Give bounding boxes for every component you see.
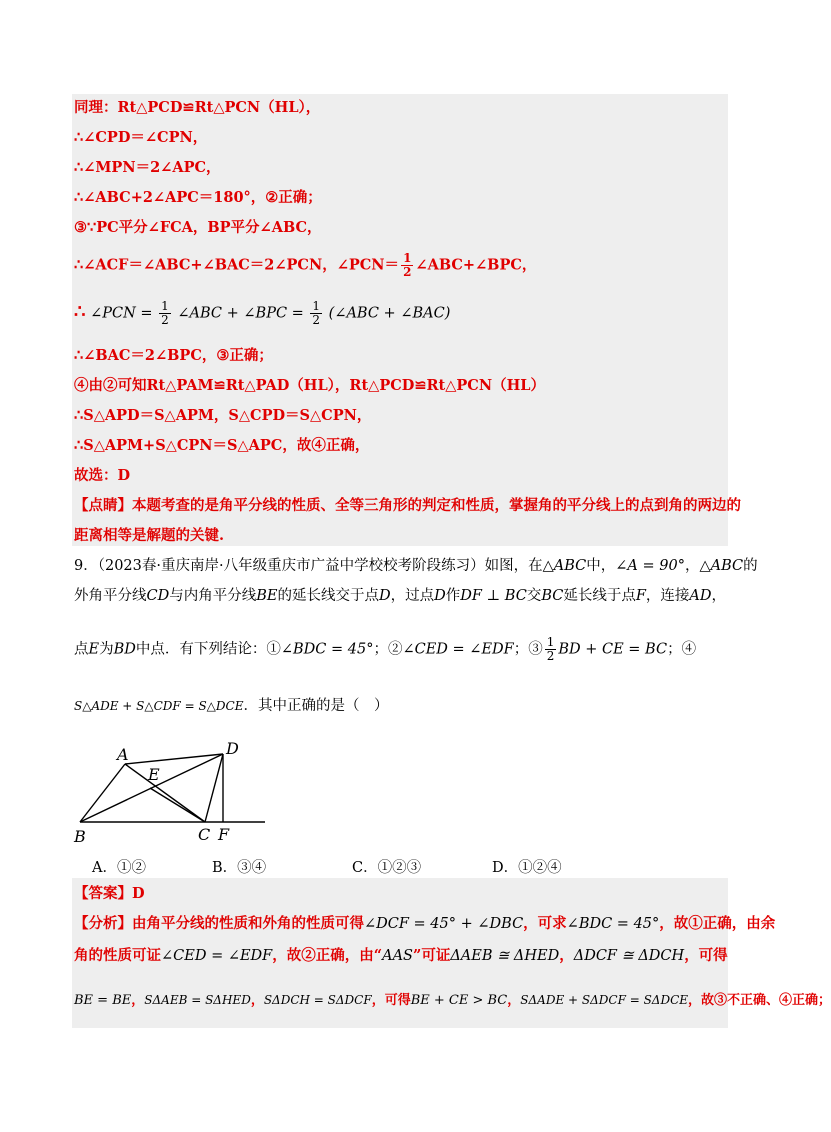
- question-text: 与内角平分线: [169, 588, 257, 604]
- fraction-half-1: $\frac{1}{2}$: [161, 299, 169, 327]
- question-text: 9．（2023春·重庆南岸·八年级重庆市广益中学校校考阶段练习）如图，在: [74, 558, 543, 574]
- label-c: C: [198, 825, 211, 844]
- label-b: B: [74, 827, 86, 846]
- math-triangle: △ABC: [542, 558, 587, 574]
- label-a: A: [117, 745, 129, 764]
- question-line-4: [74, 696, 388, 716]
- analysis-line-1: 【分析】由角平分线的性质和外角的性质可得∠DCF = 45° + ∠DBC，可求∠BDC = 45°，故①正确，由余: [74, 915, 776, 932]
- question-text: ；②: [373, 641, 403, 658]
- answer-label: 【答案】D: [74, 885, 145, 902]
- option-d[interactable]: D．①②④: [492, 860, 562, 876]
- solution-line-12: 故选：D: [74, 467, 131, 484]
- solution-line-11: ∴S△APM+S△CPN＝S△APC，故④正确，: [74, 437, 370, 454]
- geometry-figure: [70, 736, 280, 846]
- segment-ad: [125, 754, 223, 764]
- question-line-1: [74, 556, 758, 576]
- math-segment: BD: [113, 641, 136, 658]
- solution-line-1: 同理：Rt△PCD≌Rt△PCN（HL），: [74, 99, 321, 116]
- therefore-symbol: ∴: [74, 301, 86, 323]
- question-text: 为: [99, 641, 114, 658]
- math-conclusion-3: BD + CE = BC: [558, 641, 668, 658]
- solution-line-10: ∴S△APD＝S△APM，S△CPD＝S△CPN，: [74, 407, 372, 424]
- option-a[interactable]: A．①②: [92, 860, 146, 876]
- question-text: 交: [526, 588, 542, 604]
- math-segment: AD: [689, 588, 712, 604]
- math-conclusion-1: ∠BDC = 45°: [280, 641, 374, 658]
- question-text: ，连接: [645, 588, 690, 604]
- solution-line-13: 【点睛】本题考查的是角平分线的性质、全等三角形的判定和性质，掌握角的平分线上的点到角的两边的: [74, 497, 741, 514]
- solution-line-3: ∴∠MPN＝2∠APC，: [74, 159, 221, 176]
- question-text: ；③: [513, 641, 543, 658]
- question-text: 外角平分线: [74, 588, 147, 604]
- question-line-2: [74, 586, 726, 606]
- question-text: 点: [74, 641, 89, 658]
- question-text: ，过点: [390, 588, 435, 604]
- segment-ac: [125, 764, 205, 822]
- fraction-half: $\frac{1}{2}$: [403, 251, 412, 279]
- label-e: E: [148, 765, 160, 784]
- option-b[interactable]: B．③④: [212, 860, 267, 876]
- solution-line-5: ③∵PC平分∠FCA，BP平分∠ABC，: [74, 219, 322, 236]
- option-c[interactable]: C．①②③: [352, 860, 422, 876]
- question-text: 的: [743, 558, 758, 574]
- formula-part-c: (∠ABC + ∠BAC): [328, 305, 451, 322]
- question-text: ，: [684, 558, 700, 574]
- math-conclusion-4: S△ADE + S△CDF = S△DCE: [74, 699, 244, 713]
- math-segment: BE: [256, 588, 278, 604]
- solution-line-8: ∴∠BAC＝2∠BPC，③正确；: [74, 347, 273, 364]
- math-point: D: [378, 588, 391, 604]
- solution-line-7: [74, 300, 450, 327]
- question-text: 中点．有下列结论：①: [135, 641, 281, 658]
- fraction-half-2: $\frac{1}{2}$: [312, 299, 321, 327]
- label-f: F: [218, 825, 230, 844]
- math-point: D: [434, 588, 446, 604]
- formula-part-b: ∠ABC + ∠BPC =: [177, 305, 304, 322]
- segment-cd: [205, 754, 223, 822]
- solution-line-6-text-a: ∴∠ACF＝∠ABC+∠BAC＝2∠PCN，∠PCN＝: [74, 256, 400, 274]
- question-text: ，: [711, 588, 727, 604]
- label-d: D: [226, 739, 239, 758]
- math-perp: DF ⊥ BC: [460, 588, 527, 604]
- question-text: 中，: [586, 558, 616, 574]
- question-text: 延长线于点: [563, 588, 636, 604]
- solution-line-9: ④由②可知Rt△PAM≌Rt△PAD（HL），Rt△PCD≌Rt△PCN（HL）: [74, 377, 545, 394]
- math-triangle: △ABC: [699, 558, 744, 574]
- segment-ba: [80, 764, 125, 822]
- fraction-half-q: $\frac{1}{2}$: [546, 635, 555, 663]
- math-point: E: [88, 641, 100, 658]
- analysis-line-3: BE = BE，SΔAEB = SΔHED，SΔDCH = SΔDCF，可得BE + CE > BC，SΔADE + SΔDCF = SΔDCE，故③不正确、④正确；: [74, 993, 831, 1008]
- solution-line-2: ∴∠CPD＝∠CPN，: [74, 129, 208, 146]
- solution-line-6: [74, 252, 536, 279]
- math-conclusion-2: ∠CED = ∠EDF: [402, 641, 514, 658]
- solution-line-14: 距离相等是解题的关键.: [74, 527, 225, 544]
- question-text: 的延长线交于点: [277, 588, 379, 604]
- segment-ce: [150, 788, 205, 822]
- question-text: 作: [445, 588, 461, 604]
- math-point: F: [635, 588, 646, 604]
- formula-part-a: ∠PCN =: [90, 305, 153, 322]
- math-segment: CD: [146, 588, 170, 604]
- solution-line-4: ∴∠ABC+2∠APC＝180°，②正确；: [74, 189, 322, 206]
- math-angle: ∠A = 90°: [615, 558, 685, 574]
- analysis-line-2: 角的性质可证∠CED = ∠EDF，故②正确，由“AAS”可证ΔAEB ≅ ΔHED，ΔDCF ≅ ΔDCH，可得: [74, 947, 728, 964]
- question-text: ；④: [667, 641, 697, 658]
- question-line-3: [74, 636, 696, 663]
- solution-line-6-text-b: ∠ABC+∠BPC，: [415, 256, 537, 274]
- question-text: ．其中正确的是（ ）: [243, 698, 389, 714]
- math-segment: BC: [541, 588, 564, 604]
